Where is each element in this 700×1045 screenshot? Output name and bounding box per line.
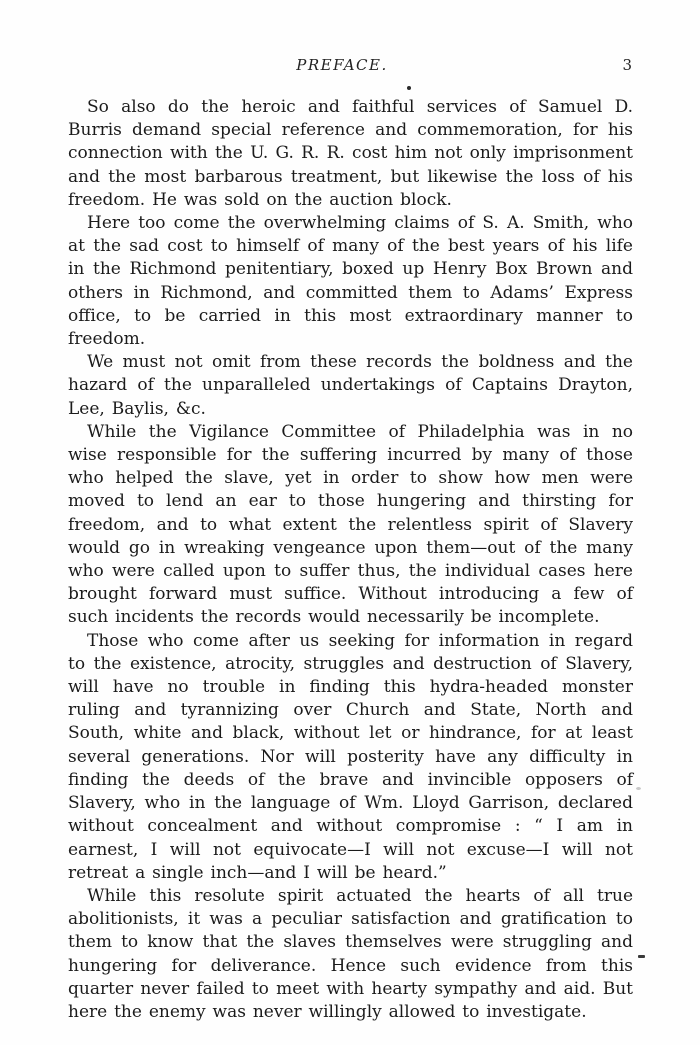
page-title: PREFACE.: [296, 56, 388, 74]
page-body: [68, 96, 633, 1024]
page-number: 3: [622, 56, 632, 74]
ink-speck: [407, 86, 411, 90]
paragraph: Here too come the overwhelming claims of S. A. Smith, who at the sad cost to himself of many of the best years of his life in the Richmond penitentiary, boxed up Henry Box Brown and others in Richmond, and committed them to Adams’ Express office, to be carried in this most extraordinary manner to freedom.: [68, 213, 633, 350]
ink-speck: [636, 787, 641, 790]
paragraph: While this resolute spirit actuated the hearts of all true abolitionists, it was a peculiar satisfaction and gratification to them to know that the slaves themselves were struggling and hungering for deliverance. Hence such evidence from this quarter never failed to meet with hearty sympathy and aid. But here the enemy was never willingly allowed to investigate.: [68, 885, 633, 1022]
paragraph: Those who come after us seeking for information in regard to the existence, atrocity, struggles and destruction of Slavery, will have no trouble in finding this hydra-headed monster ruling and tyrannizing over Church and State, North and South, white and black, without let or hindrance, for at least several generations. Nor will posterity have any difficulty in finding the deeds of the brave and invincible opposers of Slavery, who in the language of Wm. Lloyd Garrison, declared without concealment and without compromise : “ I am in earnest, I will not equivocate—I will not excuse—I will not retreat a single inch—and I will be heard.”: [68, 630, 633, 883]
paragraph: So also do the heroic and faithful services of Samuel D. Burris demand special reference and commemoration, for his connection with the U. G. R. R. cost him not only imprisonment and the most barbarous treatment, but likewise the loss of his freedom. He was sold on the auction block.: [68, 97, 633, 210]
page-header: [68, 56, 632, 74]
ink-speck: [638, 955, 645, 958]
paragraph: We must not omit from these records the boldness and the hazard of the unparalleled undertakings of Captains Drayton, Lee, Baylis, &c.: [68, 352, 633, 419]
paragraph: While the Vigilance Committee of Philadelphia was in no wise responsible for the suffering incurred by many of those who helped the slave, yet in order to show how men were moved to lend an ear to those hungering and thirsting for freedom, and to what extent the relentless spirit of Slavery would go in wreaking vengeance upon them—out of the many who were called upon to suffer thus, the individual cases here brought forward must suffice. Without introducing a few of such incidents the records would necessarily be incomplete.: [68, 421, 633, 628]
